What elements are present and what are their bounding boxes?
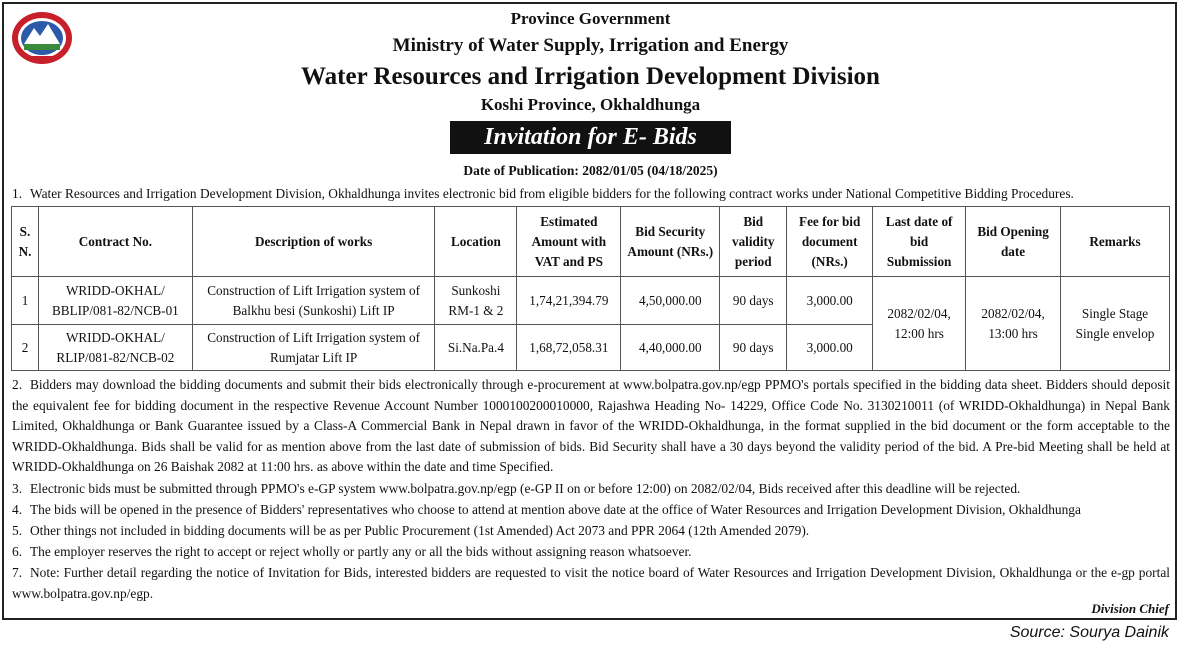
col-opening: Bid Opening date [966,207,1061,277]
note-text: The employer reserves the right to accept or reject wholly or partly any or all the bids without assigning reason whatsoever. [30,544,692,559]
cell-contract: WRIDD-OKHAL/ RLIP/081-82/NCB-02 [38,325,192,371]
note-3 [12,479,1170,500]
note-2 [12,375,1170,478]
header-division: Water Resources and Irrigation Development Division [301,63,880,90]
source-credit: Source: Sourya Dainik [1009,624,1169,641]
cell-opening: 2082/02/04, 13:00 hrs [966,277,1061,371]
col-fee: Fee for bid document (NRs.) [787,207,873,277]
note-5 [12,521,1170,542]
cell-validity: 90 days [720,277,787,325]
invitation-banner: Invitation for E- Bids [450,121,731,154]
note-4 [12,500,1170,521]
note-number: 4. [12,502,23,517]
note-text: Note: Further detail regarding the notice of Invitation for Bids, interested bidders are requested to visit the notice board of Water Resources and Irrigation Development Division, Okhaldhunga or the e-gp portal www.bolpatra.gov.np/egp. [12,565,1170,601]
note-number: 5. [12,523,23,538]
note-6 [12,542,1170,563]
note-text: Bidders may download the bidding documents and submit their bids electronically through e-procurement at www.bolpatra.gov.np/egp PPMO's portals specified in the bidding data sheet. Bidders should deposit the equivalent fee for bidding document in the respective Revenue Account Number 1000100200010000, Rajashwa Heading No- 14229, Office Code No. 3130210011 (of WRIDD-Okhaldhunga) in Nepal Bank Limited, Okhaldhunga or Bank Guarantee issued by a Class-A Commercial Bank in Nepal drawn in favor of the WRIDD-Okhaldhunga, in the format supplied in the bid document or the form acceptable to the WRIDD-Okhaldhunga. Bids shall be valid for as mention above from the last date of submission of bids. Bid Security shall have a 30 days beyond the validity period of the bid. A Pre-bid Meeting shall be held at WRIDD-Okhaldhunga on 26 Baishak 2082 at 11:00 hrs. as above within the date and time Specified. [12,377,1170,474]
col-contract: Contract No. [38,207,192,277]
table-row [12,277,1170,325]
col-location: Location [435,207,517,277]
note-1 [12,184,1170,205]
col-security: Bid Security Amount (NRs.) [621,207,720,277]
cell-sn: 1 [12,277,39,325]
cell-sn: 2 [12,325,39,371]
note-text: The bids will be opened in the presence of Bidders' representatives who choose to attend at mention above date at the office of Water Resources and Irrigation Development Division, Okhaldhunga [30,502,1081,517]
table-header-row [12,207,1170,277]
cell-fee: 3,000.00 [787,325,873,371]
header-province: Province Government [510,9,671,28]
note-text: Water Resources and Irrigation Development Division, Okhaldhunga invites electronic bid from eligible bidders for the following contract works under National Competitive Bidding Procedures. [30,186,1074,201]
note-number: 7. [12,565,23,580]
cell-description: Construction of Lift Irrigation system of Rumjatar Lift IP [192,325,435,371]
note-text: Other things not included in bidding documents will be as per Public Procurement (1st Amended) Act 2073 and PPR 2064 (12th Amended 2079). [30,523,810,538]
cell-estimated: 1,68,72,058.31 [517,325,621,371]
cell-security: 4,50,000.00 [621,277,720,325]
header-location: Koshi Province, Okhaldhunga [480,95,701,114]
cell-location: Sunkoshi RM-1 & 2 [435,277,517,325]
col-estimated: Estimated Amount with VAT and PS [517,207,621,277]
cell-validity: 90 days [720,325,787,371]
cell-description: Construction of Lift Irrigation system of Balkhu besi (Sunkoshi) Lift IP [192,277,435,325]
col-sn: S. N. [12,207,39,277]
cell-remarks: Single Stage Single envelop [1061,277,1170,371]
cell-lastdate: 2082/02/04, 12:00 hrs [873,277,966,371]
col-lastdate: Last date of bid Submission [873,207,966,277]
note-number: 1. [12,186,23,201]
note-7 [12,563,1170,604]
cell-fee: 3,000.00 [787,277,873,325]
note-number: 2. [12,377,23,392]
header-ministry: Ministry of Water Supply, Irrigation and Energy [392,35,789,56]
cell-security: 4,40,000.00 [621,325,720,371]
publication-date: Date of Publication: 2082/01/05 (04/18/2025) [463,163,718,178]
cell-location: Si.Na.Pa.4 [435,325,517,371]
note-number: 3. [12,481,23,496]
note-text: Electronic bids must be submitted through PPMO's e-GP system www.bolpatra.gov.np/egp (e-GP II on or before 12:00) on 2082/02/04, Bids received after this deadline will be rejected. [30,481,1021,496]
col-remarks: Remarks [1061,207,1170,277]
bids-table [11,206,1170,371]
signature: Division Chief [1091,601,1169,616]
cell-contract: WRIDD-OKHAL/ BBLIP/081-82/NCB-01 [38,277,192,325]
cell-estimated: 1,74,21,394.79 [517,277,621,325]
note-number: 6. [12,544,23,559]
col-description: Description of works [192,207,435,277]
col-validity: Bid validity period [720,207,787,277]
